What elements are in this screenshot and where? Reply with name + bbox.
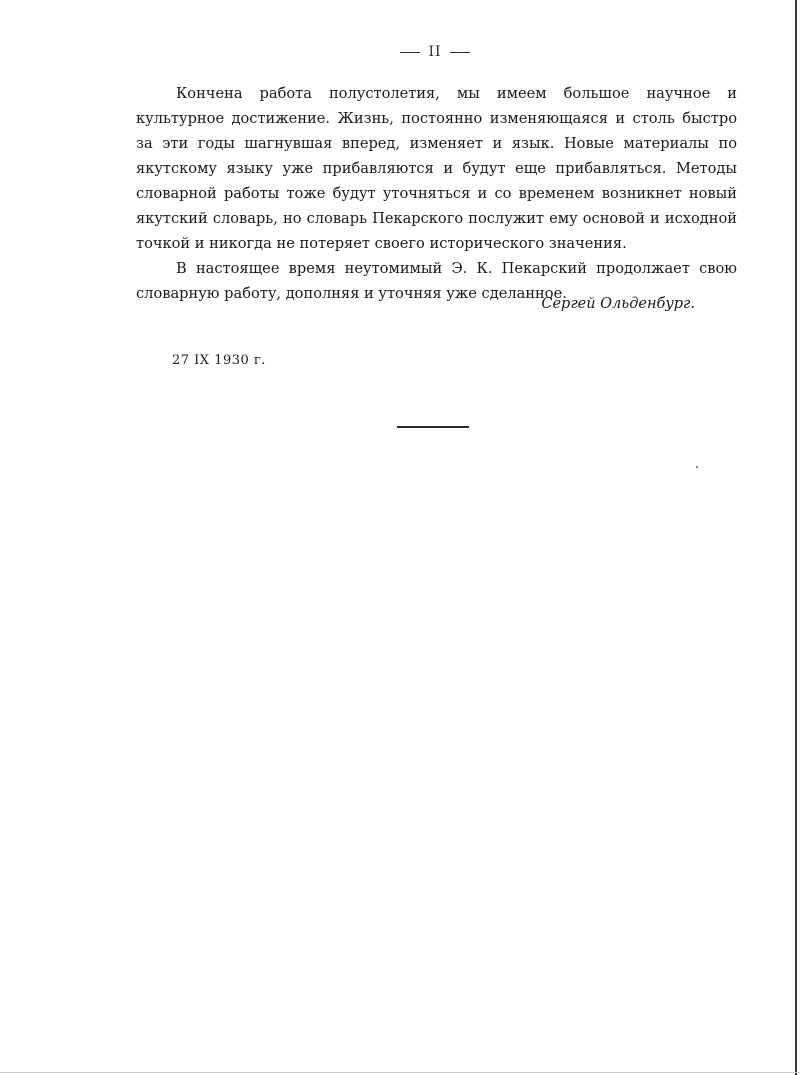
body-text: [136, 81, 737, 306]
page-number-right-dash: [450, 52, 470, 53]
end-rule: [397, 426, 469, 428]
paragraph-2: В настоящее время неутомимый Э. К. Пекарский продолжает свою словарную работу, дополняя и уточняя уже сделанное.: [136, 260, 737, 302]
scan-bottom-edge: [0, 1072, 800, 1073]
scan-right-edge: [795, 0, 797, 1075]
page-number-text: II: [428, 44, 442, 60]
scan-speck: [696, 466, 698, 468]
page-number-left-dash: [400, 52, 420, 53]
date-line: 27 IX 1930 г.: [172, 353, 266, 368]
signature: Сергей Ольденбург.: [541, 296, 695, 312]
page-number: [0, 44, 800, 60]
paragraph-1: Кончена работа полустолетия, мы имеем большое научное и культурное достижение. Жизнь, постоянно изменяющаяся и столь быстро за эти годы шагнувшая вперед, изменяет и язык. Новые материалы по якутскому языку уже прибавляются и будут еще прибавляться. Методы словарной работы тоже будут уточняться и со временем возникнет новый якутский словарь, но словарь Пекарского послужит ему основой и исходной точкой и никогда не потеряет своего исторического значения.: [136, 85, 737, 252]
